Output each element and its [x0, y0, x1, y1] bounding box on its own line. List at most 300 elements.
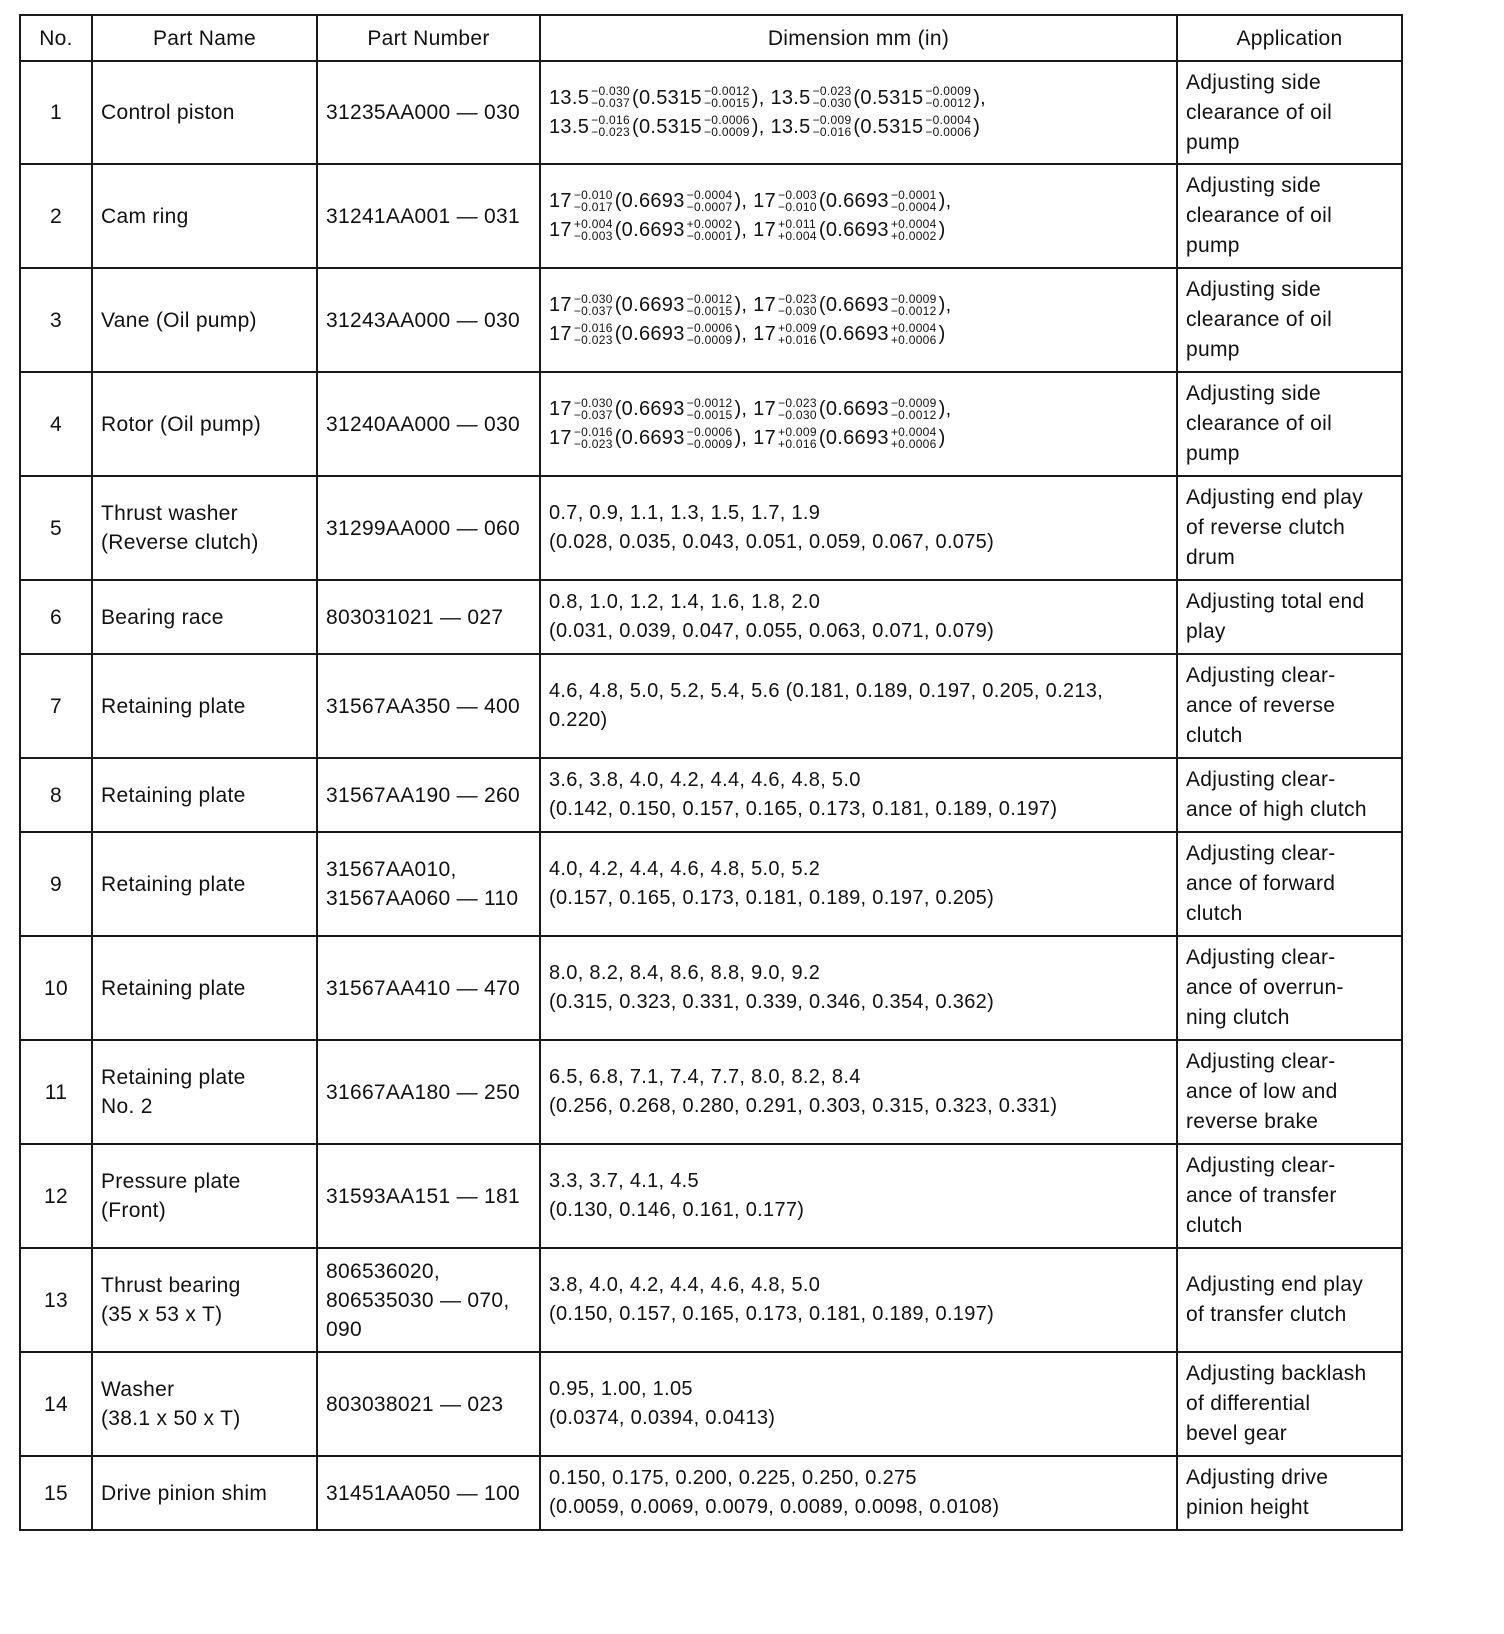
application-cell	[1177, 580, 1402, 654]
tolerance-base-in: 0.5315	[638, 115, 702, 138]
application-line: clearance of oil	[1186, 412, 1333, 435]
application-line: clutch	[1186, 902, 1243, 925]
row-number: 6	[20, 580, 92, 654]
tolerance-mm	[574, 293, 613, 317]
tolerance-separator: )	[938, 323, 946, 345]
application-line: pump	[1186, 442, 1240, 465]
dimension-line: 0.220)	[549, 709, 608, 731]
tolerance-in-lower: −0.0009	[686, 436, 733, 451]
dimension-line: (0.130, 0.146, 0.161, 0.177)	[549, 1199, 805, 1221]
application-line: Adjusting clear-	[1186, 946, 1336, 969]
part-name-cell	[92, 654, 317, 758]
application-line: ance of high clutch	[1186, 798, 1367, 821]
dimension-line: 8.0, 8.2, 8.4, 8.6, 8.8, 9.0, 9.2	[549, 962, 821, 984]
table-row	[20, 476, 1402, 580]
tolerance-mm-lower: −0.023	[573, 436, 613, 451]
part-number-line: 31593AA151 — 181	[326, 1184, 520, 1208]
tolerance-mm-lower: +0.016	[778, 436, 817, 451]
row-number: 2	[20, 164, 92, 268]
tolerance-line: 13.5 −0.016 −0.023 (0.5315 −0.0006 −0.0009 ), 13.5 −0.009 −0.016 (0.5315 −0.0004 −0.0006 )	[549, 113, 981, 140]
part-number-line: 806535030 — 070,	[326, 1288, 510, 1312]
tolerance-mm	[574, 218, 613, 242]
tolerance-line: 13.5 −0.030 −0.037 (0.5315 −0.0012 −0.0015 ), 13.5 −0.023 −0.030 (0.5315 −0.0009 −0.0012 ),	[549, 84, 987, 111]
tolerance-mm	[778, 293, 817, 317]
application-line: Adjusting backlash	[1186, 1362, 1367, 1385]
part-number-line: 31451AA050 — 100	[326, 1481, 520, 1505]
tolerance-mm-upper: −0.023	[778, 395, 817, 410]
dimension-line: 3.8, 4.0, 4.2, 4.4, 4.6, 4.8, 5.0	[549, 1274, 821, 1296]
tolerance-separator: )	[938, 427, 946, 449]
application-line: Adjusting drive	[1186, 1466, 1329, 1489]
table-row	[20, 936, 1402, 1040]
tolerance-in	[891, 293, 937, 317]
row-number: 3	[20, 268, 92, 372]
part-name-cell	[92, 476, 317, 580]
tolerance-in-lower: +0.0006	[890, 436, 937, 451]
part-number-line: 090	[326, 1317, 362, 1341]
tolerance-mm	[574, 189, 613, 213]
tolerance-mm	[778, 189, 817, 213]
dimension-line: 6.5, 6.8, 7.1, 7.4, 7.7, 8.0, 8.2, 8.4	[549, 1066, 861, 1088]
tolerance-mm-upper: −0.016	[591, 113, 630, 128]
dimension-cell	[540, 654, 1177, 758]
row-number: 13	[20, 1248, 92, 1352]
application-line: bevel gear	[1186, 1422, 1288, 1445]
part-number-cell	[317, 936, 540, 1040]
tolerance-base-in: 0.6693	[621, 427, 685, 449]
application-cell	[1177, 1040, 1402, 1144]
dimension-line: 0.150, 0.175, 0.200, 0.225, 0.250, 0.275	[549, 1467, 917, 1489]
tolerance-separator: ),	[938, 294, 952, 316]
application-line: drum	[1186, 546, 1236, 569]
part-number-line: 31567AA010,	[326, 858, 457, 881]
part-number-cell	[317, 1248, 540, 1352]
part-name-line: Washer	[101, 1378, 175, 1401]
application-cell	[1177, 372, 1402, 476]
part-name-cell	[92, 372, 317, 476]
tolerance-in	[687, 426, 733, 450]
tolerance-base-in: 0.6693	[621, 294, 685, 316]
application-cell	[1177, 164, 1402, 268]
dimension-cell	[540, 832, 1177, 936]
row-number: 9	[20, 832, 92, 936]
table-row	[20, 832, 1402, 936]
tolerance-in-lower: −0.0015	[686, 303, 733, 318]
tolerance-in	[704, 85, 750, 109]
tolerance-separator: ),	[734, 427, 748, 449]
dimension-cell	[540, 1144, 1177, 1248]
tolerance-in-lower: −0.0012	[890, 303, 937, 318]
tolerance-in	[925, 114, 971, 138]
application-line: clearance of oil	[1186, 308, 1333, 331]
dimension-line: (0.150, 0.157, 0.165, 0.173, 0.181, 0.189, 0.197)	[549, 1303, 995, 1325]
tolerance-mm-upper: −0.003	[778, 187, 817, 202]
tolerance-in	[687, 322, 733, 346]
tolerance-in-lower: −0.0001	[686, 228, 733, 243]
tolerance-mm-upper: +0.004	[573, 216, 613, 231]
part-name-line: Rotor (Oil pump)	[101, 412, 262, 436]
row-number: 10	[20, 936, 92, 1040]
row-number: 11	[20, 1040, 92, 1144]
tolerance-mm	[574, 426, 613, 450]
application-line: of differential	[1186, 1392, 1311, 1415]
table-row	[20, 580, 1402, 654]
dimension-line: (0.315, 0.323, 0.331, 0.339, 0.346, 0.354, 0.362)	[549, 991, 995, 1013]
application-cell	[1177, 476, 1402, 580]
tolerance-in-upper: −0.0009	[925, 84, 972, 99]
application-line: Adjusting clear-	[1186, 768, 1336, 791]
tolerance-separator: ),	[938, 398, 952, 420]
header-dimension: Dimension mm (in)	[540, 15, 1177, 61]
tolerance-in-lower: −0.0004	[890, 199, 937, 214]
tolerance-base-in: 0.5315	[638, 86, 702, 109]
application-line: play	[1186, 620, 1226, 643]
application-line: Adjusting side	[1186, 174, 1321, 197]
part-number-line: 31299AA000 — 060	[326, 516, 520, 540]
part-name-line: (Front)	[101, 1199, 167, 1222]
application-line: Adjusting clear-	[1186, 664, 1336, 687]
application-line: ance of overrun-	[1186, 976, 1344, 999]
application-line: Adjusting side	[1186, 70, 1321, 94]
dimension-line: (0.031, 0.039, 0.047, 0.055, 0.063, 0.071, 0.079)	[549, 620, 995, 642]
part-name-line: Drive pinion shim	[101, 1481, 268, 1505]
application-line: pump	[1186, 338, 1240, 361]
tolerance-in-upper: −0.0004	[686, 187, 733, 202]
tolerance-base-in: 0.5315	[860, 115, 924, 138]
part-name-cell	[92, 1144, 317, 1248]
tolerance-mm-upper: −0.030	[573, 291, 613, 306]
tolerance-base-in: 0.6693	[621, 323, 685, 345]
tolerance-mm-upper: −0.030	[573, 395, 613, 410]
tolerance-separator: )	[938, 219, 946, 241]
dimension-cell	[540, 758, 1177, 832]
tolerance-separator: ),	[734, 398, 748, 420]
header-row	[20, 15, 1402, 61]
dimension-line: 3.6, 3.8, 4.0, 4.2, 4.4, 4.6, 4.8, 5.0	[549, 769, 861, 791]
tolerance-mm-lower: −0.037	[591, 96, 630, 111]
tolerance-in-upper: −0.0009	[890, 291, 937, 306]
tolerance-in-upper: −0.0012	[686, 291, 733, 306]
tolerance-mm	[778, 218, 817, 242]
tolerance-line: 17 −0.030 −0.037 (0.6693 −0.0012 −0.0015 ), 17 −0.023 −0.030 (0.6693 −0.0009 −0.0012 ),	[549, 395, 952, 422]
tolerance-base-in: 0.6693	[825, 294, 889, 316]
tolerance-in-upper: +0.0004	[890, 424, 937, 439]
tolerance-mm	[574, 322, 613, 346]
part-name-line: Thrust bearing	[101, 1274, 241, 1297]
tolerance-in-upper: −0.0006	[686, 424, 733, 439]
dimension-line: (0.028, 0.035, 0.043, 0.051, 0.059, 0.067, 0.075)	[549, 531, 995, 553]
dimension-line: (0.256, 0.268, 0.280, 0.291, 0.303, 0.315, 0.323, 0.331)	[549, 1095, 1058, 1117]
tolerance-separator: ),	[938, 190, 952, 212]
part-name-line: Retaining plate	[101, 783, 246, 807]
application-line: Adjusting end play	[1186, 1273, 1364, 1296]
tolerance-in-lower: −0.0009	[703, 125, 750, 140]
dimension-cell	[540, 936, 1177, 1040]
tolerance-mm-upper: −0.010	[573, 187, 613, 202]
tolerance-mm-lower: −0.023	[573, 332, 613, 347]
tolerance-mm-lower: −0.003	[573, 228, 613, 243]
tolerance-separator: ),	[734, 190, 748, 212]
dimension-line: 0.7, 0.9, 1.1, 1.3, 1.5, 1.7, 1.9	[549, 502, 821, 524]
dimension-line: (0.157, 0.165, 0.173, 0.181, 0.189, 0.197, 0.205)	[549, 887, 995, 909]
tolerance-in	[891, 397, 937, 421]
tolerance-in-lower: −0.0012	[890, 407, 937, 422]
part-number-cell	[317, 1456, 540, 1530]
tolerance-base-in: 0.6693	[825, 219, 889, 241]
tolerance-base-in: 0.5315	[860, 86, 924, 109]
application-cell	[1177, 936, 1402, 1040]
tolerance-base-mm: 13.5	[770, 86, 811, 109]
dimension-cell	[540, 1248, 1177, 1352]
tolerance-in	[687, 218, 733, 242]
application-line: clutch	[1186, 724, 1243, 747]
tolerance-base-mm: 13.5	[549, 115, 590, 138]
tolerance-base-mm: 17	[753, 190, 777, 212]
tolerance-base-in: 0.6693	[825, 398, 889, 420]
part-name-line: (35 x 53 x T)	[101, 1303, 223, 1326]
tolerance-line: 17 −0.010 −0.017 (0.6693 −0.0004 −0.0007 ), 17 −0.003 −0.010 (0.6693 −0.0001 −0.0004 ),	[549, 187, 952, 214]
tolerance-in	[891, 218, 937, 242]
tolerance-in-upper: −0.0004	[925, 113, 972, 128]
part-number-cell	[317, 758, 540, 832]
row-number: 4	[20, 372, 92, 476]
tolerance-base-in: 0.6693	[621, 190, 685, 212]
part-name-cell	[92, 1248, 317, 1352]
application-line: ance of low and	[1186, 1080, 1338, 1103]
part-name-line: Pressure plate	[101, 1170, 241, 1193]
part-name-cell	[92, 936, 317, 1040]
dimension-cell	[540, 61, 1177, 164]
part-name-line: (Reverse clutch)	[101, 531, 259, 554]
table-row	[20, 1040, 1402, 1144]
tolerance-mm-upper: +0.011	[778, 216, 816, 231]
tolerance-mm-lower: −0.037	[573, 407, 613, 422]
part-name-line: Retaining plate	[101, 976, 246, 1000]
table-row	[20, 1352, 1402, 1456]
application-line: clearance of oil	[1186, 100, 1333, 124]
part-name-cell	[92, 758, 317, 832]
tolerance-in-lower: +0.0006	[890, 332, 937, 347]
dimension-cell	[540, 164, 1177, 268]
application-line: pinion height	[1186, 1496, 1309, 1519]
tolerance-in-upper: −0.0009	[890, 395, 937, 410]
application-cell	[1177, 1144, 1402, 1248]
row-number: 15	[20, 1456, 92, 1530]
row-number: 12	[20, 1144, 92, 1248]
tolerance-in-upper: −0.0012	[703, 84, 750, 99]
tolerance-in	[704, 114, 750, 138]
part-number-line: 31567AA060 — 110	[326, 887, 519, 910]
tolerance-mm-upper: −0.023	[812, 84, 852, 99]
row-number: 14	[20, 1352, 92, 1456]
part-number-line: 31567AA410 — 470	[326, 976, 520, 1000]
part-number-cell	[317, 372, 540, 476]
tolerance-mm-lower: −0.023	[591, 125, 630, 140]
dimension-line: 0.8, 1.0, 1.2, 1.4, 1.6, 1.8, 2.0	[549, 591, 821, 613]
application-line: reverse brake	[1186, 1110, 1319, 1133]
application-cell	[1177, 832, 1402, 936]
row-number: 8	[20, 758, 92, 832]
dimension-line: 4.6, 4.8, 5.0, 5.2, 5.4, 5.6 (0.181, 0.189, 0.197, 0.205, 0.213,	[549, 680, 1104, 702]
tolerance-separator: ),	[734, 323, 748, 345]
tolerance-in-upper: −0.0001	[890, 187, 937, 202]
part-name-cell	[92, 832, 317, 936]
tolerance-in	[687, 293, 733, 317]
part-number-line: 31667AA180 — 250	[326, 1080, 520, 1104]
tolerance-in-lower: −0.0012	[925, 96, 972, 111]
application-cell	[1177, 1352, 1402, 1456]
application-line: Adjusting clear-	[1186, 1154, 1336, 1177]
application-cell	[1177, 1456, 1402, 1530]
tolerance-separator: ),	[973, 86, 987, 109]
tolerance-mm-upper: −0.016	[573, 424, 613, 439]
application-line: clearance of oil	[1186, 204, 1333, 227]
dimension-line: 0.95, 1.00, 1.05	[549, 1378, 693, 1400]
tolerance-mm	[778, 322, 817, 346]
dimension-cell	[540, 1456, 1177, 1530]
part-number-cell	[317, 832, 540, 936]
tolerance-separator: ),	[734, 294, 748, 316]
tolerance-mm	[591, 114, 630, 138]
tolerance-line: 17 −0.016 −0.023 (0.6693 −0.0006 −0.0009 ), 17 +0.009 +0.016 (0.6693 +0.0004 +0.0006 )	[549, 424, 946, 451]
table-row	[20, 372, 1402, 476]
tolerance-mm	[574, 397, 613, 421]
part-number-line: 806536020,	[326, 1259, 440, 1283]
tolerance-in	[891, 426, 937, 450]
application-cell	[1177, 654, 1402, 758]
application-line: Adjusting side	[1186, 382, 1321, 405]
part-name-line: Cam ring	[101, 204, 189, 228]
tolerance-base-mm: 17	[549, 427, 572, 449]
part-name-line: No. 2	[101, 1095, 153, 1118]
header-part-name: Part Name	[92, 15, 317, 61]
dimension-cell	[540, 1352, 1177, 1456]
tolerance-in	[891, 189, 937, 213]
application-line: of transfer clutch	[1186, 1303, 1347, 1326]
part-name-cell	[92, 268, 317, 372]
dimension-line: (0.142, 0.150, 0.157, 0.165, 0.173, 0.181, 0.189, 0.197)	[549, 798, 1058, 820]
tolerance-in-lower: +0.0002	[890, 228, 937, 243]
row-number: 7	[20, 654, 92, 758]
tolerance-mm-lower: −0.030	[778, 303, 817, 318]
tolerance-mm	[778, 397, 817, 421]
tolerance-separator: )	[973, 115, 981, 138]
tolerance-in-upper: +0.0004	[890, 320, 937, 335]
header-application: Application	[1177, 15, 1402, 61]
dimension-cell	[540, 268, 1177, 372]
part-name-line: (38.1 x 50 x T)	[101, 1407, 241, 1430]
table-body	[20, 61, 1402, 1530]
part-number-line: 31240AA000 — 030	[326, 412, 520, 436]
tolerance-base-mm: 17	[549, 323, 572, 345]
tolerance-mm-lower: −0.010	[778, 199, 817, 214]
tolerance-base-mm: 13.5	[549, 86, 590, 109]
tolerance-base-mm: 17	[549, 294, 572, 316]
part-name-line: Control piston	[101, 101, 235, 124]
application-line: clutch	[1186, 1214, 1243, 1237]
tolerance-base-mm: 17	[549, 398, 572, 420]
part-number-cell	[317, 164, 540, 268]
part-name-line: Retaining plate	[101, 872, 246, 896]
table-row	[20, 758, 1402, 832]
application-cell	[1177, 268, 1402, 372]
dimension-cell	[540, 580, 1177, 654]
tolerance-line: 17 −0.030 −0.037 (0.6693 −0.0012 −0.0015 ), 17 −0.023 −0.030 (0.6693 −0.0009 −0.0012 ),	[549, 291, 952, 318]
part-name-cell	[92, 61, 317, 164]
part-name-cell	[92, 1352, 317, 1456]
tolerance-mm-lower: −0.017	[573, 199, 613, 214]
header-part-number: Part Number	[317, 15, 540, 61]
tolerance-mm-lower: −0.030	[812, 96, 852, 111]
application-cell	[1177, 1248, 1402, 1352]
tolerance-base-mm: 17	[753, 427, 777, 449]
application-line: Adjusting end play	[1186, 486, 1364, 509]
application-line: ning clutch	[1186, 1006, 1290, 1029]
part-number-cell	[317, 268, 540, 372]
part-number-line: 31235AA000 — 030	[326, 101, 520, 124]
tolerance-mm-lower: −0.037	[573, 303, 613, 318]
tolerance-in	[687, 397, 733, 421]
part-name-line: Retaining plate	[101, 1066, 246, 1089]
part-number-cell	[317, 654, 540, 758]
tolerance-mm	[813, 85, 852, 109]
tolerance-line: 17 −0.016 −0.023 (0.6693 −0.0006 −0.0009 ), 17 +0.009 +0.016 (0.6693 +0.0004 +0.0006 )	[549, 320, 946, 347]
application-line: Adjusting side	[1186, 278, 1321, 301]
part-number-cell	[317, 1040, 540, 1144]
tolerance-in-lower: −0.0009	[686, 332, 733, 347]
part-number-line: 803031021 — 027	[326, 605, 504, 629]
table-row	[20, 1248, 1402, 1352]
tolerance-base-mm: 17	[753, 323, 777, 345]
table-row	[20, 1456, 1402, 1530]
tolerance-in-lower: −0.0015	[686, 407, 733, 422]
part-name-cell	[92, 1456, 317, 1530]
part-name-cell	[92, 1040, 317, 1144]
table-row	[20, 164, 1402, 268]
tolerance-in-upper: −0.0006	[703, 113, 750, 128]
tolerance-in-lower: −0.0006	[925, 125, 972, 140]
table-row	[20, 1144, 1402, 1248]
part-number-line: 31567AA350 — 400	[326, 694, 520, 718]
part-name-line: Thrust washer	[101, 502, 238, 525]
tolerance-base-mm: 17	[549, 190, 572, 212]
tolerance-mm-lower: −0.030	[778, 407, 817, 422]
dimension-cell	[540, 1040, 1177, 1144]
tolerance-in-lower: −0.0015	[703, 96, 750, 111]
header-no: No.	[20, 15, 92, 61]
tolerance-mm-lower: −0.016	[812, 125, 852, 140]
tolerance-in-upper: −0.0006	[686, 320, 733, 335]
tolerance-base-in: 0.6693	[621, 398, 685, 420]
application-line: Adjusting clear-	[1186, 1050, 1336, 1073]
tolerance-mm	[778, 426, 817, 450]
tolerance-separator: ),	[734, 219, 748, 241]
application-line: pump	[1186, 130, 1240, 154]
part-number-line: 31241AA001 — 031	[326, 204, 520, 228]
tolerance-in-upper: +0.0004	[890, 216, 937, 231]
application-line: Adjusting clear-	[1186, 842, 1336, 865]
dimension-line: (0.0059, 0.0069, 0.0079, 0.0089, 0.0098, 0.0108)	[549, 1496, 1000, 1518]
application-line: ance of reverse	[1186, 694, 1336, 717]
tolerance-base-in: 0.6693	[825, 190, 889, 212]
dimension-line: (0.0374, 0.0394, 0.0413)	[549, 1407, 776, 1429]
tolerance-base-in: 0.6693	[825, 323, 889, 345]
tolerance-base-mm: 17	[753, 294, 777, 316]
tolerance-base-mm: 17	[753, 398, 777, 420]
part-number-cell	[317, 1144, 540, 1248]
tolerance-mm	[813, 114, 852, 138]
tolerance-mm-upper: +0.009	[778, 424, 817, 439]
